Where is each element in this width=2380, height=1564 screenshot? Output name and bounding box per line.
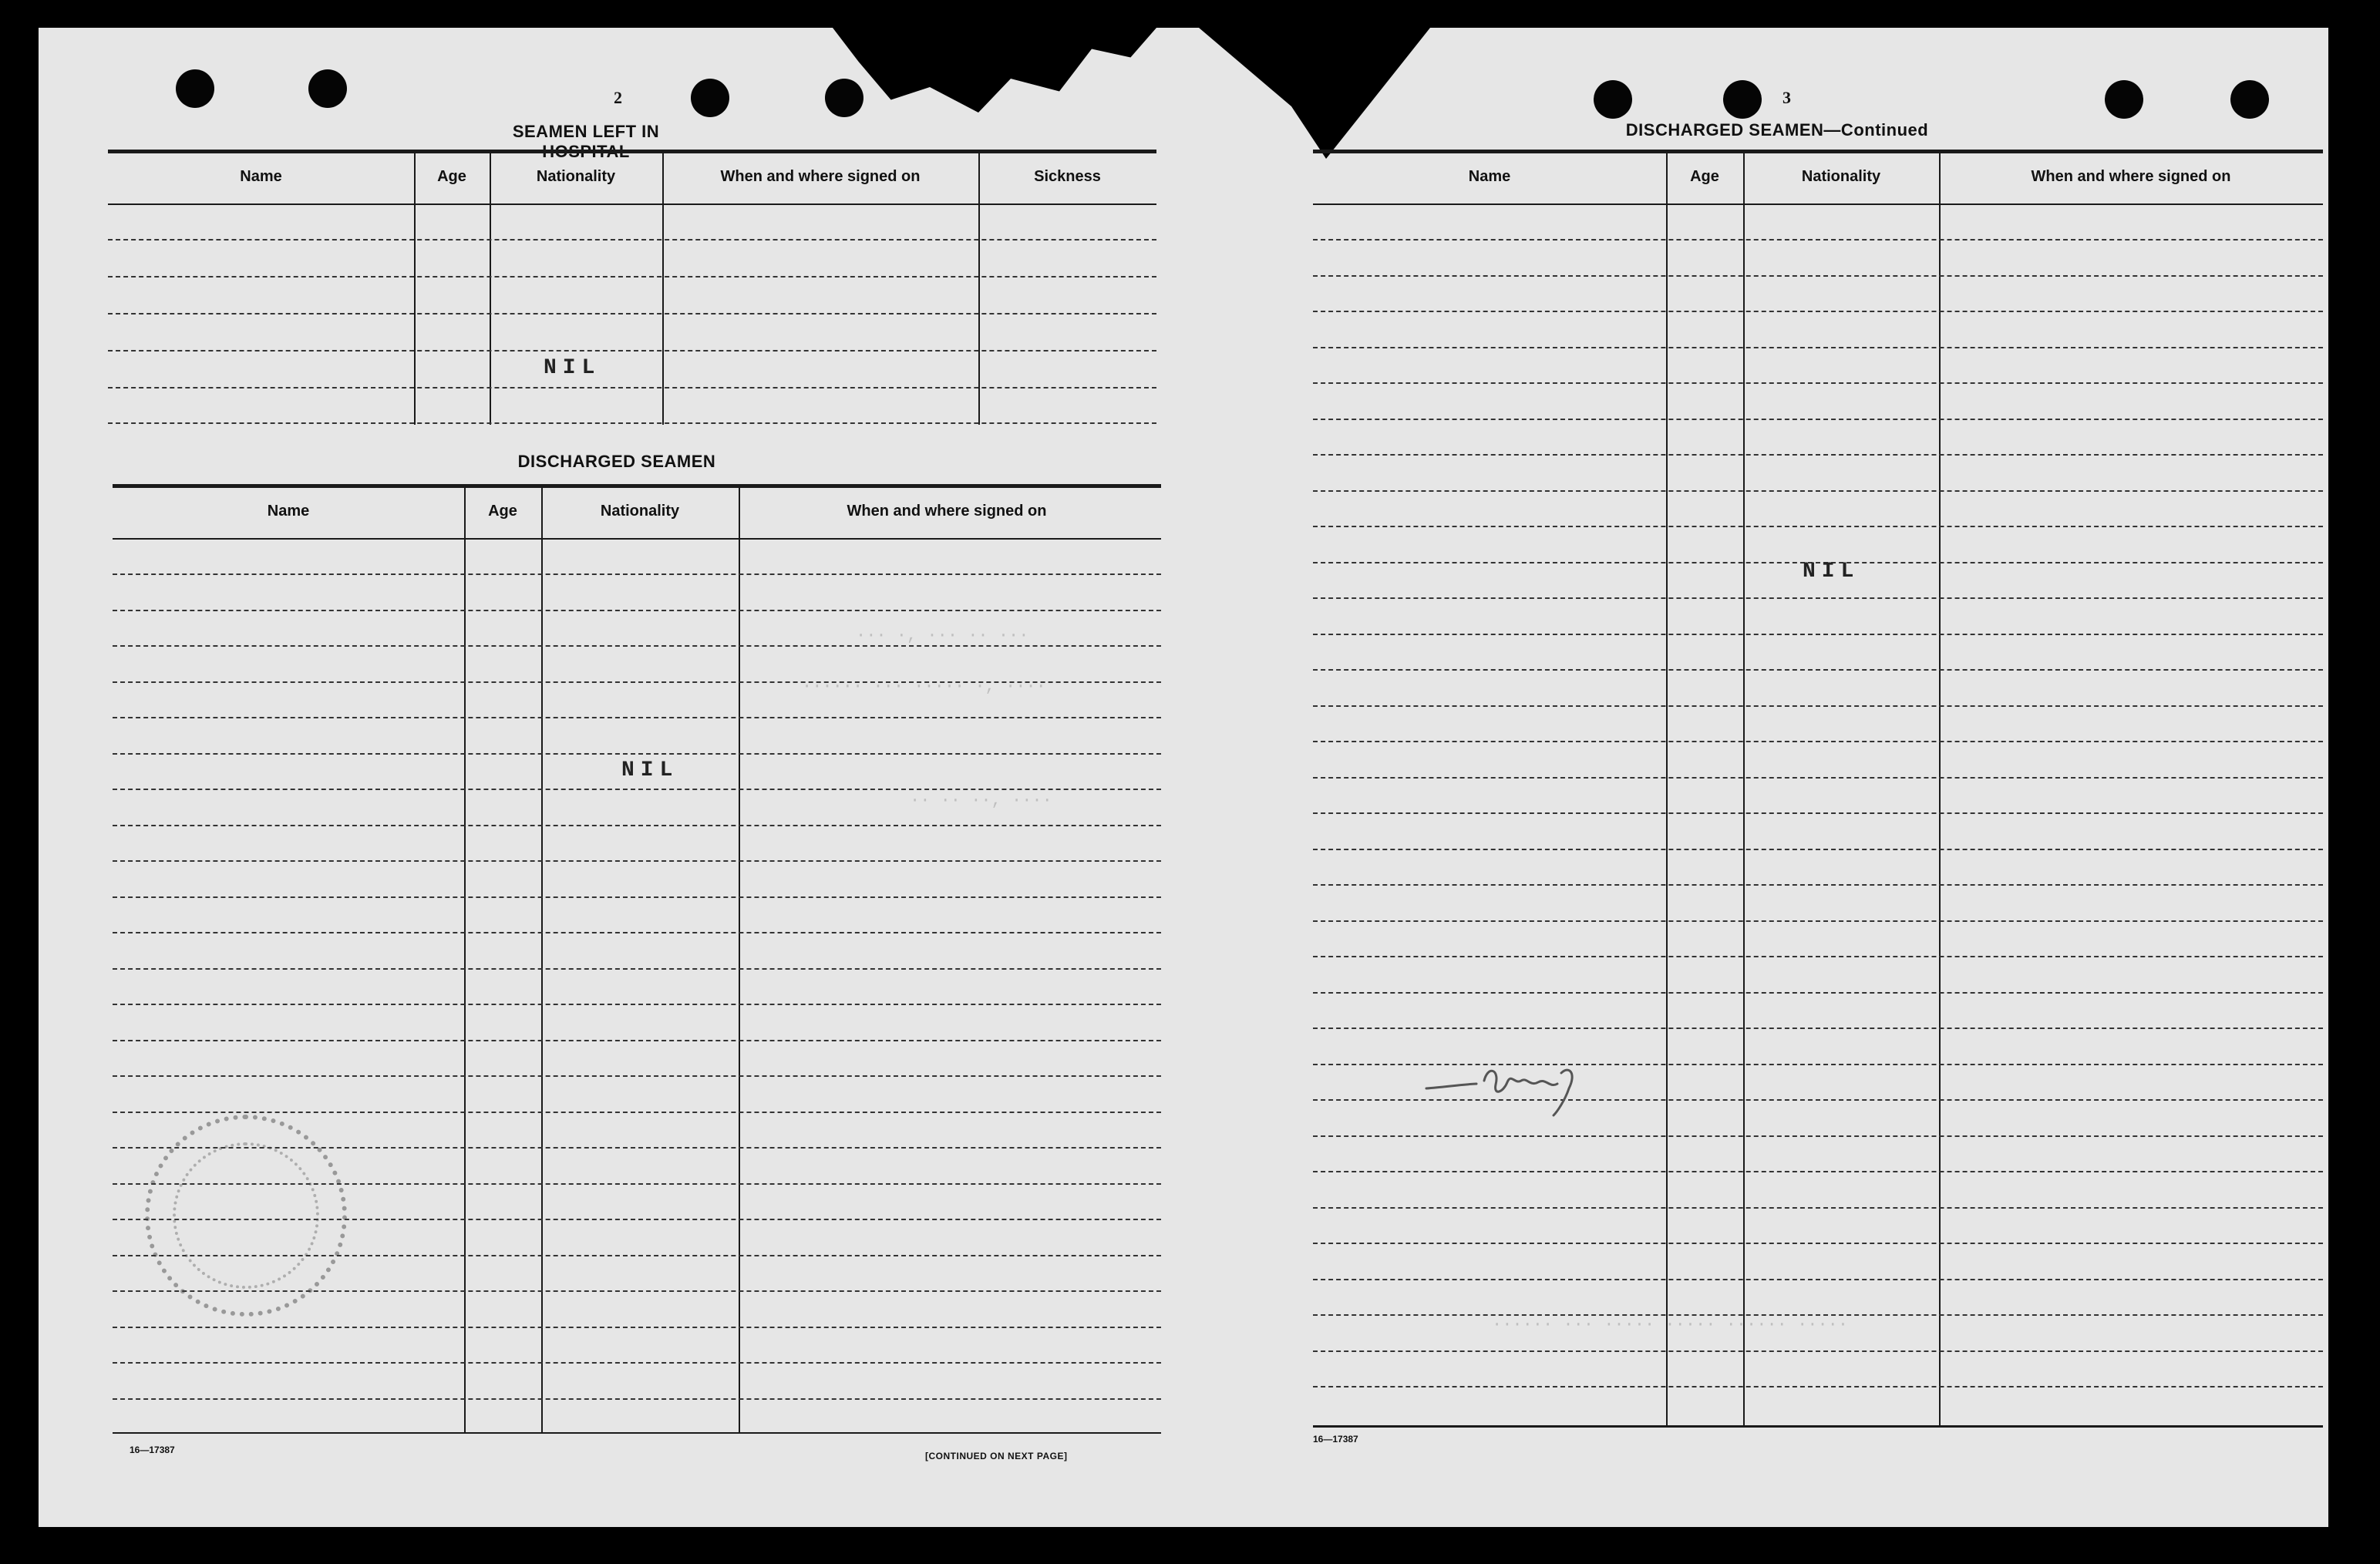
torn-corner [833, 28, 1156, 113]
entry-line [113, 717, 1161, 718]
section-title-discharged: DISCHARGED SEAMEN [517, 452, 716, 471]
page-number: 2 [614, 88, 622, 107]
header-rule [113, 538, 1161, 540]
entry-line [1313, 634, 2323, 635]
entry-line [1313, 1135, 2323, 1137]
discharged-continued-table [1313, 150, 2323, 1460]
header-rule [1313, 203, 2323, 205]
entry-line [1313, 1279, 2323, 1280]
entry-line [1313, 1350, 2323, 1352]
entry-line [113, 932, 1161, 933]
header-rule [108, 203, 1156, 205]
entry-line [1313, 526, 2323, 527]
column-divider [1743, 153, 1745, 1425]
entry-line [1313, 849, 2323, 850]
entry-line [113, 789, 1161, 790]
entry-line [108, 313, 1156, 314]
column-header-age: Age [1690, 168, 1719, 185]
entry-line [1313, 1171, 2323, 1172]
column-header-name: Name [240, 168, 282, 185]
entry-line [1313, 311, 2323, 312]
punch-hole [2230, 80, 2269, 119]
nil-entry: NIL [621, 758, 679, 782]
table-bottom-rule [1313, 1425, 2323, 1428]
entry-line [1313, 597, 2323, 599]
entry-line [108, 239, 1156, 240]
table-top-rule [113, 484, 1161, 488]
column-header-name: Name [1468, 168, 1511, 185]
nil-entry: NIL [544, 356, 601, 380]
entry-line [1313, 669, 2323, 671]
entry-line [113, 1362, 1161, 1364]
entry-line [113, 645, 1161, 647]
entry-line [1313, 741, 2323, 742]
column-divider [662, 153, 664, 425]
left-page [39, 28, 1199, 1527]
entry-line [113, 1004, 1161, 1005]
column-divider [414, 153, 416, 425]
entry-line [1313, 992, 2323, 994]
form-number: 16—17387 [130, 1445, 175, 1455]
column-header-age: Age [488, 503, 517, 520]
column-divider [978, 153, 980, 425]
entry-line [1313, 1243, 2323, 1244]
entry-line [113, 1398, 1161, 1400]
column-header-sickness: Sickness [1034, 168, 1101, 185]
entry-line [113, 753, 1161, 755]
hospital-table [108, 150, 1156, 458]
entry-line [113, 825, 1161, 826]
torn-corner [1199, 28, 1430, 159]
punch-hole [308, 69, 347, 108]
entry-line [1313, 239, 2323, 240]
table-bottom-rule [113, 1432, 1161, 1434]
entry-line [1313, 777, 2323, 779]
entry-line [1313, 812, 2323, 814]
page-number: 3 [1782, 88, 1791, 107]
show-through-text: ······ ··· ····· ·, ···· [802, 677, 1046, 696]
entry-line [1313, 884, 2323, 886]
entry-line [1313, 956, 2323, 957]
entry-line [1313, 705, 2323, 707]
form-number: 16—17387 [1313, 1434, 1358, 1445]
entry-line [113, 860, 1161, 862]
column-header-nationality: Nationality [600, 503, 680, 520]
entry-line [108, 276, 1156, 277]
stamp-seal [145, 1115, 347, 1317]
entry-line [108, 350, 1156, 351]
column-header-signed-on: When and where signed on [847, 503, 1047, 520]
punch-hole [691, 79, 729, 117]
entry-line [1313, 920, 2323, 922]
entry-line [1313, 1207, 2323, 1209]
show-through-text: ·· ·· ··, ···· [910, 791, 1052, 810]
column-header-age: Age [437, 168, 466, 185]
nil-entry: NIL [1803, 560, 1860, 584]
table-header-row [113, 503, 1161, 520]
entry-line [108, 387, 1156, 388]
column-divider [1939, 153, 1941, 1425]
handwritten-signature [1422, 1050, 1592, 1119]
table-top-rule [108, 150, 1156, 153]
entry-line [113, 610, 1161, 611]
entry-line [1313, 454, 2323, 456]
continued-note: [CONTINUED ON NEXT PAGE] [925, 1451, 1068, 1461]
entry-line [1313, 382, 2323, 384]
table-header-row [1313, 168, 2323, 186]
entry-line [113, 968, 1161, 970]
punch-hole [1594, 80, 1632, 119]
column-header-signed-on: When and where signed on [720, 168, 921, 185]
entry-line [1313, 347, 2323, 348]
entry-line [113, 1075, 1161, 1077]
column-divider [1666, 153, 1668, 1425]
entry-line [1313, 419, 2323, 420]
punch-hole [2105, 80, 2143, 119]
show-through-text: ······ ··· ····· ····· ······ ····· [1492, 1315, 1849, 1334]
entry-line [113, 573, 1161, 575]
table-top-rule [1313, 150, 2323, 153]
section-title-discharged-continued: DISCHARGED SEAMEN—Continued [1625, 120, 1929, 140]
entry-line [113, 1040, 1161, 1041]
entry-line [1313, 1028, 2323, 1029]
punch-hole [1723, 80, 1762, 119]
stamp-inner-ring [173, 1142, 319, 1289]
show-through-text: ··· ·, ··· ·· ··· [856, 626, 1029, 645]
entry-line [113, 1112, 1161, 1113]
column-divider [490, 153, 491, 425]
punch-hole [825, 79, 863, 117]
entry-line [1313, 1386, 2323, 1387]
section-title-hospital: SEAMEN LEFT IN [512, 122, 660, 141]
entry-line [1313, 275, 2323, 277]
document-sheet [39, 28, 2328, 1527]
column-header-nationality: Nationality [536, 168, 616, 185]
table-header-row [108, 168, 1156, 186]
entry-line [113, 896, 1161, 898]
column-header-name: Name [267, 503, 310, 520]
entry-line [108, 422, 1156, 424]
right-page [1199, 28, 2328, 1527]
entry-line [113, 1327, 1161, 1328]
punch-hole [176, 69, 214, 108]
entry-line [1313, 490, 2323, 492]
column-header-signed-on: When and where signed on [2031, 168, 2231, 185]
column-header-nationality: Nationality [1801, 168, 1881, 185]
